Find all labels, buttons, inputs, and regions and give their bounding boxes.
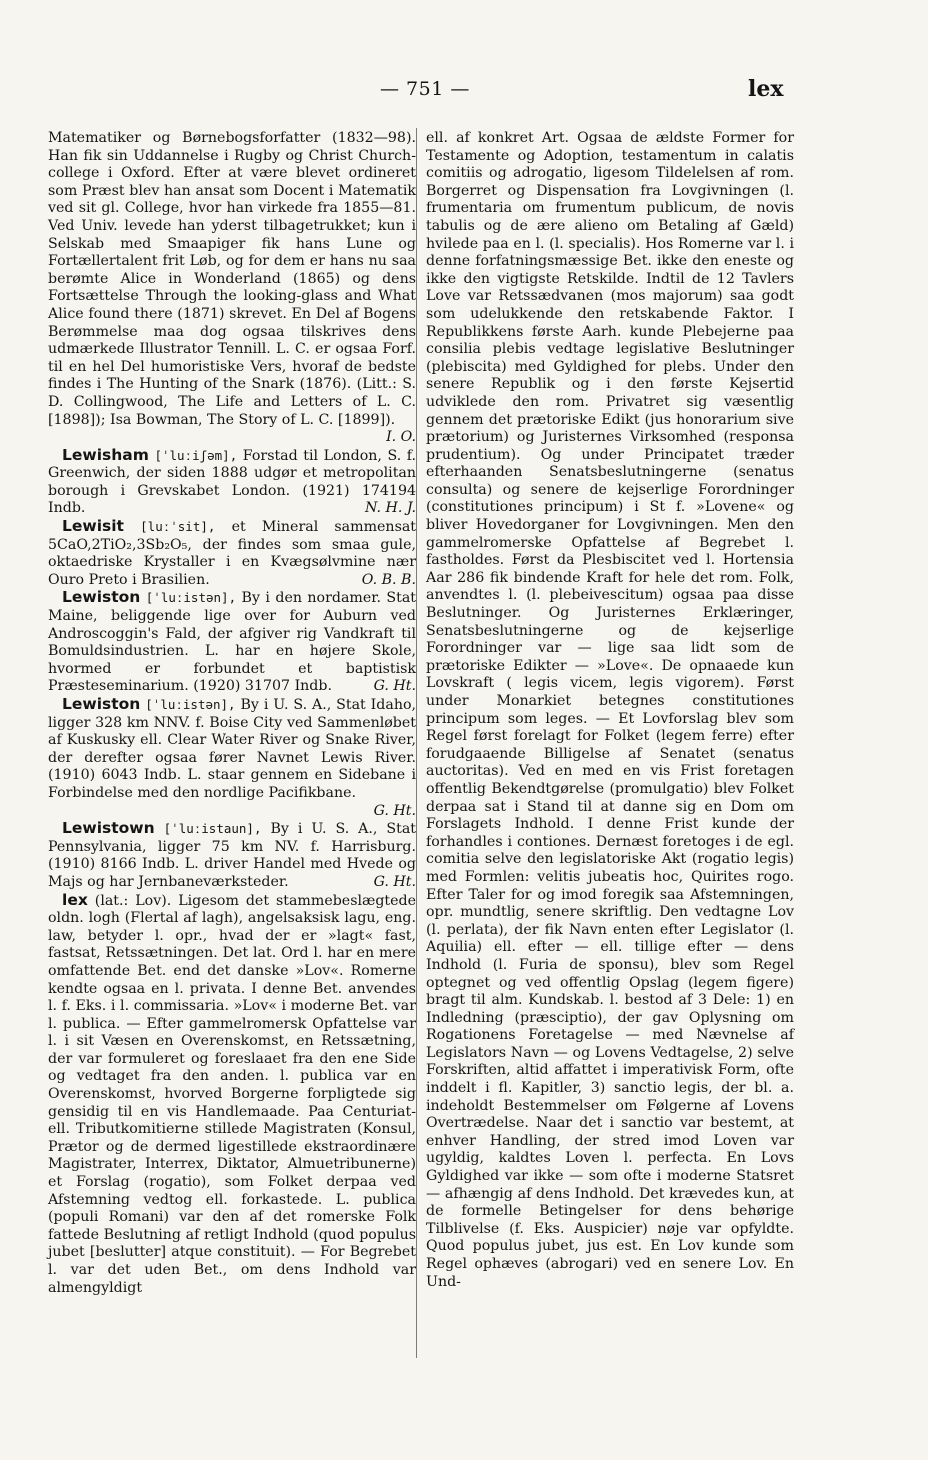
entry-headword: Lewistown	[62, 819, 155, 838]
entry-signature: G. Ht.	[373, 873, 416, 890]
entry-text: et Mineral sammensat 5CaO,2TiO₂,3Sb₂O₅, der findes som smaa gule, oktaedriske Krystaller i en Kvægsølvmine nær Ouro Preto i Brasilien.	[48, 519, 417, 588]
entry-lewisit	[48, 518, 416, 589]
entry-pronunciation: [luːˈsit],	[140, 519, 216, 535]
entry-text: By i U. S. A., Stat Pennsylvania, ligger 75 km NV. f. Harrisburg. (1910) 8166 Indb. L. driver Handel med Hvede og Majs og har Jernbaneværksteder.	[48, 821, 416, 890]
entry-text: (lat.: Lov). Ligesom det stammebeslægtede oldn. logh (Flertal af lagh), angelsaksisk lagu, eng. law, betyder l. opr., hvad der er »lagt« fast, fastsat, Retssætningen. Det lat. Ord l. har en mere omfattende Bet. end det danske »Lov«. Romerne kendte ogsaa en l. privata. I denne Bet. anvendes l. f. Eks. i l. commissaria. »Lov« i moderne Bet. var l. publica. — Efter gammelromersk Opfattelse var l. i sit Væsen en Overenskomst, en Retssætning, der var formuleret og foreslaaet fra den ene Side og vedtaget fra den anden. l. publica var en Overenskomst, hvorved Borgerne forpligtede sig gensidig til en vis Handlemaade. Paa Centuriat- ell. Tributkomitierne stillede Magistraten (Konsul, Prætor og de dermed ligestillede ekstraordinære Magistrater, Interrex, Diktator, Almuetribunerne) et Forslag (rogatio), som Folket derpaa ved Afstemning vedtog ell. forkastede. L. publica (populi Romani) var den af det romerske Folk fattede Beslutning af retligt Indhold (quod populus jubet [beslutter] atque constituit). — For Begrebet l. var det uden Bet., om dens Indhold var almengyldigt	[48, 892, 417, 1296]
entry-signature: I. O.	[386, 429, 416, 446]
right-column	[426, 130, 794, 1291]
entry-headword: Lewiston	[62, 588, 141, 607]
entry-signature: N. H. J.	[364, 500, 416, 517]
entry-text: By i U. S. A., Stat Idaho, ligger 328 km NNV. f. Boise City ved Sammenløbet af Kuskusky ell. Clear Water River og Snake River, der derefter ogsaa fører Navnet Lewis River. (1910) 6043 Indb. L. staar gennem en Sidebane i Forbindelse med den nordlige Pacifikbane.	[48, 697, 417, 801]
page-number: — 751 —	[380, 78, 470, 100]
entry-lex	[48, 892, 416, 1298]
column-divider	[416, 128, 417, 1358]
lex-entry-continuation	[426, 130, 794, 1291]
page-header	[0, 76, 928, 112]
entry-pronunciation: [ˈluːistən],	[145, 697, 236, 712]
entry-lewiston-maine	[48, 589, 416, 696]
entry-headword: lex	[62, 890, 88, 909]
entry-headword: Lewisham	[62, 445, 149, 464]
entry-text: Forstad til London, S. f. Greenwich, der siden 1888 udgør et metropolitan borough i Grevskabet London. (1921) 174194 Indb.	[48, 447, 416, 517]
entry-signature: O. B. B.	[361, 571, 416, 588]
entry-pronunciation: [ˈluːistaun],	[163, 821, 262, 837]
entry-lewisham	[48, 447, 416, 518]
entry-headword: Lewisit	[62, 517, 124, 536]
left-column	[48, 130, 416, 1297]
entry-signature: G. Ht.	[373, 678, 416, 695]
entry-text: ell. af konkret Art. Ogsaa de ældste Former for Testamente og Adoption, testamentum in calatis comitiis og adrogatio, ligesom Tildelelsen af rom. Borgerret og Dispensation fra Lovgivningen (l. frumentaria om frumentum publicum, de novis tabulis og de ære alieno om Betaling af Gæld) hvilede paa en l. (l. specialis). Hos Romerne var l. i denne forfatningsmæssige Bet. ikke den eneste og ikke den vigtigste Retskilde. Indtil de 12 Tavlers Love var Retssædvanen (mos majorum) saa godt som udelukkende den retskabende Faktor. I Republikkens første Aarh. kunde Plebejerne paa consilia plebis vedtage legislative Beslutninger (plebiscita) med Gyldighed for plebs. Under den senere Republik og i den første Kejsertid udviklede den rom. Privatret sig væsentlig gennem det prætoriske Edikt (jus honorarium sive prætorium) og Juristernes Virksomhed (responsa prudentium). Og under Principatet træder efterhaanden Senatsbeslutningerne (senatus consulta) og senere de kejserlige Forordninger (constitutiones principum) i St f. »Lovene« og bliver Hovedorganer for Lovgivningen. Men den gammelromerske Opfattelse af Begrebet l. fastholdes. Først da Plesbiscitet ved l. Hortensia Aar 286 fik bindende Kraft for hele det rom. Folk, anvendtes l. (l. plebeivescitum) ogsaa paa disse Beslutninger. Og Juristernes Erklæringer, Senatsbeslutningerne og de kejserlige Forordninger var — lige saa lidt som de prætoriske Edikter — »Love«. De opnaaede kun Lovskraft ( legis vicem, legis vigorem). Først under Monarkiet betegnes constitutiones principum som leges. — Et Lovforslag blev som Regel først forelagt for Folket (legem ferre) efter forudgaaende Billigelse af Senatet (senatus auctoritas). Ved en med en vis Frist foretagen offentlig Bekendtgørelse (promulgatio) blev Folket derpaa sat i Stand til at danne sig en Dom om Forslagets Indhold. I denne Frist kunde der forhandles i contiones. Dernæst foretoges i de egl. comitia selve den legislatoriske Akt (rogatio legis) med Formlen: velitis jubeatis hoc, Quirites rogo. Efter Taler for og imod foregik saa Afstemningen, opr. mundtlig, senere skriftlig. Den vedtagne Lov (l. perlata), der fik Navn enten efter Legislator (l. Aquilia) ell. efter — ell. tillige efter — dens Indhold (l. Furia de sponsu), blev som Regel optegnet og ved offentlig Opslag (legem figere) bragt til alm. Kundskab. l. bestod af 3 Dele: 1) en Indledning (præsciptio), der gav Oplysning om Rogationens Foretagelse — med Nævnelse af Legislators Navn — og Lovens Vedtagelse, 2) selve Forskriften, altid affattet i imperativisk Form, ofte inddelt i fl. Kapitler, 3) sanctio legis, der bl. a. indeholdt Bestemmelser om Følgerne af Lovens Overtrædelse. Naar det i sanctio var bestemt, at enhver Handling, der stred imod Loven var ugyldig, kaldtes Loven l. perfecta. En Lovs Gyldighed var ikke — som ofte i moderne Statsret — afhængig af dens Indhold. Det krævedes kun, at de formelle Betingelser for dens behørige Tilblivelse (f. Eks. Auspicier) nøje var opfyldte. Quod populus jubet, jus est. En Lov kunde som Regel ophæves (abrogari) ved en senere Lov. En Und-	[426, 130, 794, 1290]
entry-headword: Lewiston	[62, 695, 141, 713]
entry-text: Matematiker og Børnebogsforfatter (1832—98). Han fik sin Uddannelse i Rugby og Christ Church-college i Oxford. Efter at være blevet ordineret som Præst blev han ansat som Docent i Matematik ved sit gl. College, hvor han virkede fra 1855—81. Ved Univ. levede han yderst tilbagetrukket; kun i Selskab med Smaapiger fik hans Lune og Fortællertalent frit Løb, og for dem er hans nu saa berømte Alice in Wonderland (1865) og dens Fortsættelse Through the looking-glass and What Alice found there (1871) skrevet. En Del af Bogens Berømmelse maa dog ogsaa tilskrives dens udmærkede Illustrator Tennill. L. C. er ogsaa Forf. til en hel Del humoristiske Vers, hvoraf de bedste findes i The Hunting of the Snark (1876). (Litt.: S. D. Collingwood, The Life and Letters of L. C. [1898]); Isa Bowman, The Story of L. C. [1899]).	[48, 130, 416, 428]
running-head: lex	[748, 76, 784, 102]
entry-signature: G. Ht.	[373, 802, 416, 819]
entry-lewiston-idaho	[48, 696, 416, 820]
entry-pronunciation: [ˈluːiʃəm],	[154, 447, 238, 463]
carroll-entry-continuation	[48, 130, 416, 447]
entry-lewistown	[48, 820, 416, 891]
entry-pronunciation: [ˈluːistən],	[145, 590, 237, 606]
entry-text: By i den nordamer. Stat Maine, beliggende lige over for Auburn ved Androscoggin's Fald, der afgiver rig Vandkraft til Bomuldsindustrien. L. har en højere Skole, hvormed er forbundet et baptistisk Præsteseminarium. (1920) 31707 Indb.	[48, 590, 417, 695]
